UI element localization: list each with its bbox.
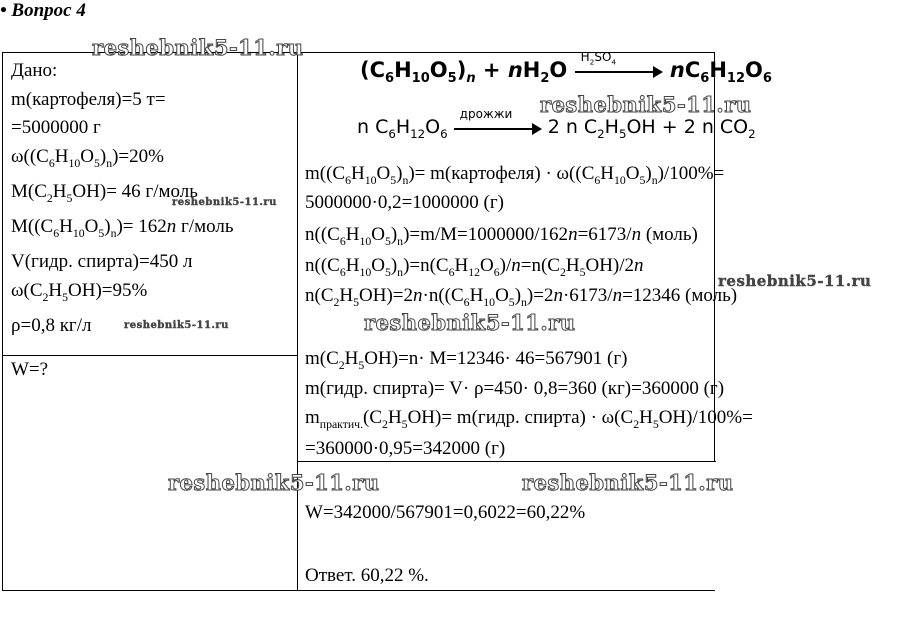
solution-line-9: =360000·0,95=342000 (г) <box>305 438 506 459</box>
solution-line-5: $n(C_2H_5OH)=2n\cdot n((C_6H_{10}O_5)_n)=2n\cdot 6173/n=12346$ (моль) <box>305 285 738 309</box>
watermark: reshebnik5-11.ru <box>124 320 229 331</box>
given-line-density: ρ=0,8 кг/л <box>11 315 92 337</box>
solution-line-3: $n((C_6H_{10}O_5)_n)=m/M=1000000/162n=6173/n$ (моль) <box>305 224 698 248</box>
watermark: reshebnik5-11.ru <box>172 197 277 208</box>
given-line-omega-ethanol: $\omega(C_2H_5OH)=95\%$ <box>11 279 148 304</box>
given-line-omega-starch: $\omega((C_6H_{10}O_5)_n)=20\%$ <box>11 145 164 170</box>
solution-result: W=342000/567901=0,6022=60,22% <box>305 502 586 523</box>
watermark: reshebnik5-11.ru <box>168 470 380 495</box>
given-line-molar-ethanol: $M(C_2H_5OH)= 46$ г/моль <box>11 180 198 205</box>
watermark: reshebnik5-11.ru <box>364 310 576 335</box>
watermark: reshebnik5-11.ru <box>540 92 752 117</box>
solution-line-1: $m((C_6H_{10}O_5)_n)=$ m(картофеля) · $\omega((C_6H_{10}O_5)_n)/100\%=$ <box>305 163 725 187</box>
given-line-mass: m(картофеля)=5 т= <box>11 88 166 110</box>
solution-line-2: 5000000·0,2=1000000 (г) <box>305 192 504 213</box>
find-cell: W=? <box>11 359 49 380</box>
row-divider-right <box>297 461 716 462</box>
given-label: Дано: <box>11 60 58 81</box>
catalyst-label: $H_2SO_4$ <box>580 50 617 67</box>
solution-line-8: $m_{практич.}(C_2H_5OH)=$ m(гидр. спирта) · $\omega(C_2H_5OH)/100\%=$ <box>305 407 753 431</box>
given-line-volume: V(гидр. спирта)=450 л <box>11 251 193 273</box>
catalyst-label: дрожжи <box>459 106 513 121</box>
watermark: reshebnik5-11.ru <box>522 470 734 495</box>
solution-line-6: $m(C_2H_5OH)=n\cdot M=12346\cdot 46=567901$ (г) <box>305 348 628 372</box>
solution-line-4: $n((C_6H_{10}O_5)_n)=n(C_6H_{12}O_6)/n=n(C_2H_5OH)/2n$ <box>305 255 644 279</box>
reaction-fermentation: n $C_6H_{12}O_6$ дрожжи 2 n $C_2H_5OH + 2$ n $CO_2$ <box>357 106 756 141</box>
watermark: reshebnik5-11.ru <box>92 35 304 60</box>
solution-line-7: m(гидр. спирта)= V· ρ=450· 0,8=360 (кг)=360000 (г) <box>305 378 725 399</box>
reaction-arrow <box>575 50 663 78</box>
watermark: reshebnik5-11.ru <box>718 272 872 290</box>
given-line-molar-starch: $M((C_6H_{10}O_5)_n)= 162n$ г/моль <box>11 216 234 240</box>
column-divider <box>297 53 298 590</box>
solution-answer: Ответ. 60,22 %. <box>305 565 429 586</box>
given-line-mass-g: =5000000 г <box>11 117 101 138</box>
reaction-hydrolysis: $(C_6H_{10}O_5)_n + nH_2O$ $H_2SO_4$ $nC_6H_{12}O_6$ <box>360 50 772 87</box>
question-title: • Вопрос 4 <box>0 0 86 21</box>
reaction-arrow <box>454 106 542 135</box>
row-divider-left <box>3 355 297 356</box>
